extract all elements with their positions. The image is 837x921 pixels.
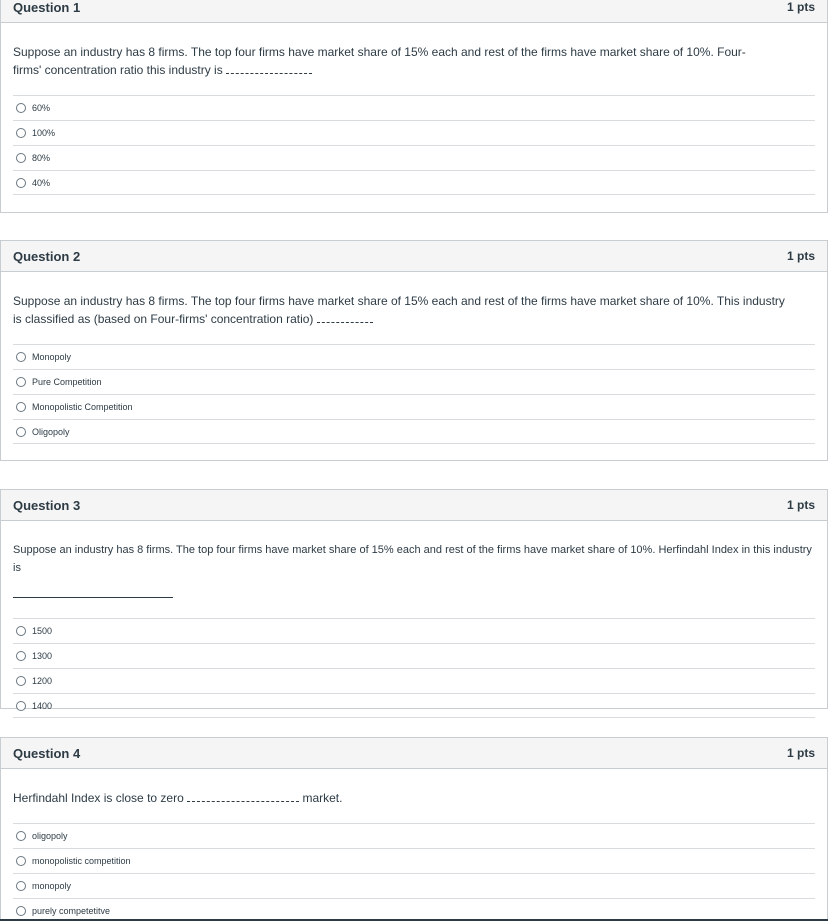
radio-button[interactable] <box>16 352 26 362</box>
answer-option[interactable] <box>13 618 815 643</box>
radio-button[interactable] <box>16 153 26 163</box>
question-text <box>13 789 793 807</box>
question-title: Question 1 <box>13 0 81 15</box>
radio-button[interactable] <box>16 427 26 437</box>
answer-option[interactable] <box>13 643 815 668</box>
answer-option[interactable] <box>13 120 815 145</box>
answer-option[interactable] <box>13 823 815 848</box>
radio-button[interactable] <box>16 402 26 412</box>
question-suffix: market. <box>302 791 343 805</box>
question-points: 1 pts <box>786 746 815 760</box>
answer-blank <box>187 791 299 802</box>
radio-button[interactable] <box>16 178 26 188</box>
answer-option[interactable] <box>13 873 815 898</box>
question-title: Question 4 <box>13 745 81 761</box>
answer-label: 100% <box>32 128 56 138</box>
question-header <box>1 738 827 769</box>
answer-label: Monopoly <box>32 352 72 362</box>
answer-option[interactable] <box>13 170 815 195</box>
answer-label: monopoly <box>32 881 72 891</box>
question-prompt: Suppose an industry has 8 firms. The top four firms have market share of 15% each and rest of the firms have market share of 10%. This industry is classified as (based on Four-firms' concentration ratio) <box>13 294 785 326</box>
question-points: 1 pts <box>786 498 815 512</box>
radio-button[interactable] <box>16 831 26 841</box>
answer-option[interactable] <box>13 898 815 921</box>
answer-label: Pure Competition <box>32 377 102 387</box>
question-title: Question 3 <box>13 497 81 513</box>
question-body <box>1 292 827 444</box>
question-2 <box>0 240 828 461</box>
answer-label: purely competetitve <box>32 906 111 916</box>
radio-button[interactable] <box>16 701 26 711</box>
answer-list <box>13 823 815 921</box>
question-header <box>1 241 827 272</box>
answer-label: 1300 <box>32 651 53 661</box>
question-prompt: Suppose an industry has 8 firms. The top four firms have market share of 15% each and rest of the firms have market share of 10%. Herfindahl Index in this industry is <box>13 544 812 574</box>
answer-list <box>13 95 815 195</box>
question-text <box>13 541 813 577</box>
question-text <box>13 43 773 79</box>
question-prompt: Suppose an industry has 8 firms. The top four firms have market share of 15% each and rest of the firms have market share of 10%. Four-firms' concentration ratio this industry is <box>13 45 746 77</box>
question-points: 1 pts <box>786 0 815 14</box>
answer-option[interactable] <box>13 344 815 369</box>
answer-label: monopolistic competition <box>32 856 131 866</box>
radio-button[interactable] <box>16 881 26 891</box>
question-body <box>1 43 827 195</box>
question-1 <box>0 0 828 213</box>
answer-option[interactable] <box>13 145 815 170</box>
question-4 <box>0 737 828 921</box>
answer-option[interactable] <box>13 95 815 120</box>
question-header <box>1 0 827 23</box>
answer-label: oligopoly <box>32 831 68 841</box>
answer-label: Monopolistic Competition <box>32 402 133 412</box>
question-title: Question 2 <box>13 248 81 264</box>
answer-blank <box>317 312 373 323</box>
answer-label: 1500 <box>32 626 53 636</box>
answer-label: 80% <box>32 153 51 163</box>
question-body <box>1 541 827 718</box>
radio-button[interactable] <box>16 651 26 661</box>
radio-button[interactable] <box>16 626 26 636</box>
radio-button[interactable] <box>16 906 26 916</box>
answer-label: 60% <box>32 103 51 113</box>
radio-button[interactable] <box>16 128 26 138</box>
answer-option[interactable] <box>13 668 815 693</box>
answer-list <box>13 344 815 444</box>
answer-label: 1400 <box>32 700 53 711</box>
answer-blank <box>13 597 173 598</box>
answer-label: 1200 <box>32 676 53 686</box>
answer-label: 40% <box>32 177 51 188</box>
radio-button[interactable] <box>16 103 26 113</box>
answer-option[interactable] <box>13 693 815 718</box>
question-3 <box>0 489 828 709</box>
question-prompt: Herfindahl Index is close to zero <box>13 791 184 805</box>
answer-option[interactable] <box>13 369 815 394</box>
question-body <box>1 789 827 921</box>
answer-list <box>13 618 815 718</box>
answer-option[interactable] <box>13 848 815 873</box>
answer-option[interactable] <box>13 419 815 444</box>
answer-option[interactable] <box>13 394 815 419</box>
question-text <box>13 292 793 328</box>
answer-label: Oligopoly <box>32 426 70 437</box>
question-header <box>1 490 827 521</box>
radio-button[interactable] <box>16 856 26 866</box>
answer-blank <box>226 63 312 74</box>
radio-button[interactable] <box>16 676 26 686</box>
question-points: 1 pts <box>786 249 815 263</box>
radio-button[interactable] <box>16 377 26 387</box>
